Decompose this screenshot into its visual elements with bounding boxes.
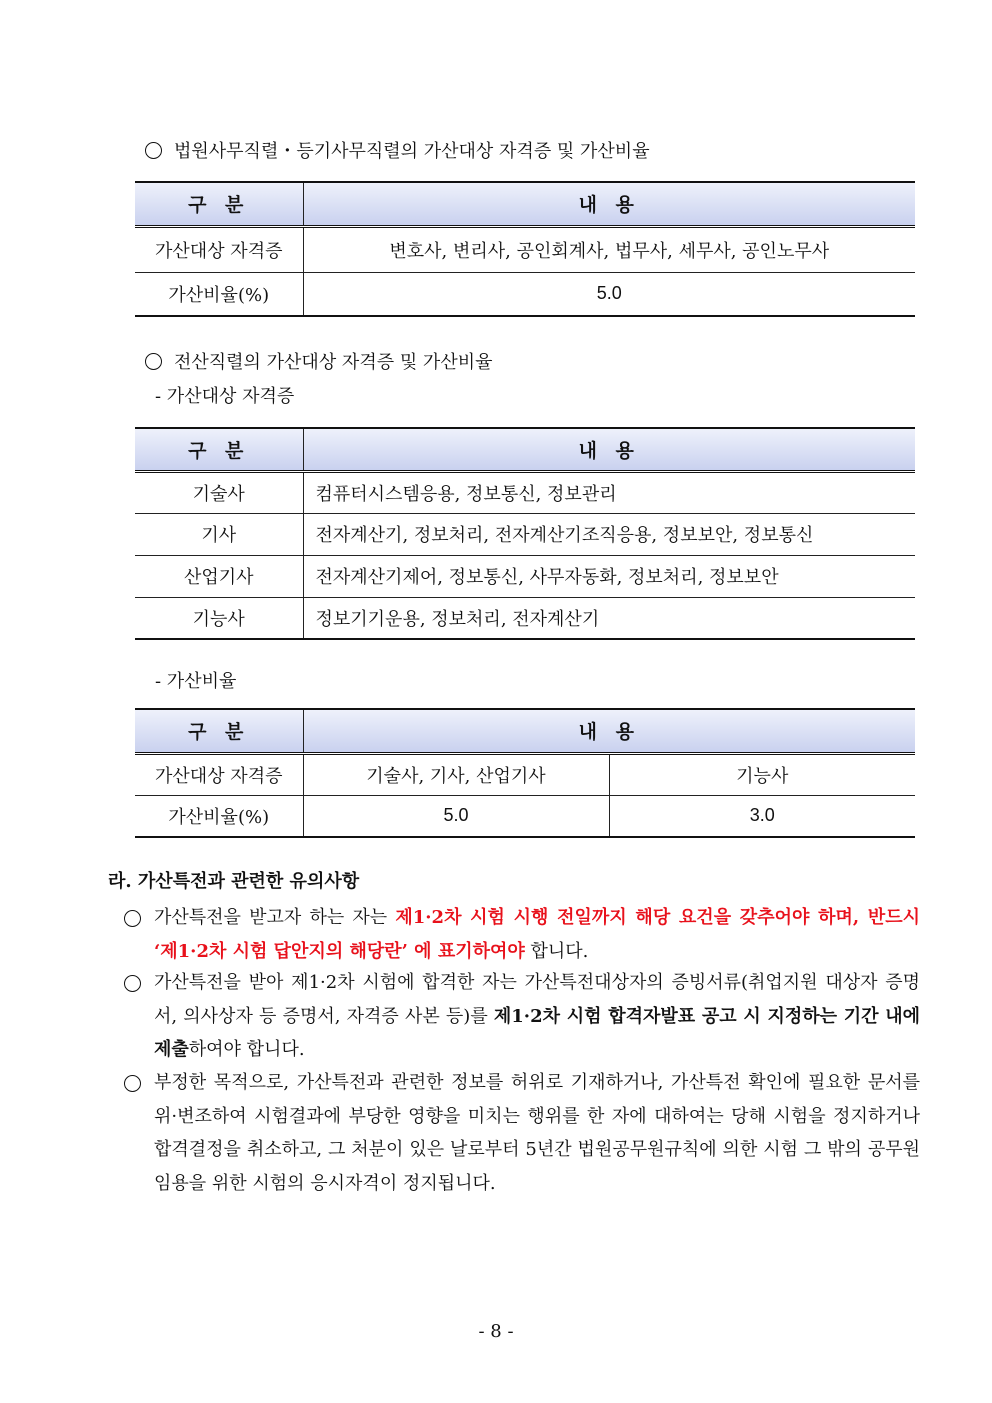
table-header-category: 구 분 [135, 182, 303, 226]
section2-subheading-ratio: - 가산비율 [155, 671, 237, 692]
circle-bullet-icon [124, 975, 141, 992]
section2-heading: 전산직렬의 가산대상 자격증 및 가산비율 [145, 351, 492, 375]
table-row: 가산비율(%) 5.0 3.0 [135, 795, 915, 837]
table-header-category: 구 분 [135, 428, 303, 471]
table-row: 기능사 정보기기운용, 정보처리, 전자계산기 [135, 597, 915, 639]
notes-title: 라. 가산특전과 관련한 유의사항 [108, 871, 360, 892]
circle-bullet-icon [145, 142, 162, 159]
section2-ratio-table [135, 708, 915, 838]
section1-table [135, 181, 915, 317]
note-item: 부정한 목적으로, 가산특전과 관련한 정보를 허위로 기재하거나, 가산특전 확인에 필요한 문서를 위·변조하여 시험결과에 부당한 영향을 미치는 행위를 한 자에 대하여는 당해 시험을 정지하거나 합격결정을 취소하고, 그 처분이 있은 날로부터 5년간 법원공무원규칙에 의한 시험 그 밖의 공무원 임용을 위한 시험의 응시자격이 정지됩니다. [154, 1066, 920, 1200]
section2-cert-table [135, 427, 915, 640]
table-row: 가산비율(%) 5.0 [135, 272, 915, 316]
table-row: 가산대상 자격증 기술사, 기사, 산업기사 기능사 [135, 753, 915, 795]
note-item: 가산특전을 받아 제1·2차 시험에 합격한 자는 가산특전대상자의 증빙서류(취업지원 대상자 증명서, 의사상자 등 증명서, 자격증 사본 등)를 제1·2차 시험 합격자발표 공고 시 지정하는 기간 내에 제출하여야 합니다. [154, 966, 920, 1067]
section1-heading: 법원사무직렬・등기사무직렬의 가산대상 자격증 및 가산비율 [145, 140, 650, 164]
table-row: 기술사 컴퓨터시스템응용, 정보통신, 정보관리 [135, 471, 915, 513]
table-header-content: 내 용 [303, 709, 915, 753]
table-header-content: 내 용 [303, 182, 915, 226]
section2-subheading-cert: - 가산대상 자격증 [155, 386, 295, 407]
table-row: 기사 전자계산기, 정보처리, 전자계산기조직응용, 정보보안, 정보통신 [135, 513, 915, 555]
circle-bullet-icon [145, 353, 162, 370]
note-item: 가산특전을 받고자 하는 자는 제1·2차 시험 시행 전일까지 해당 요건을 갖추어야 하며, 반드시 ‘제1·2차 시험 답안지의 해당란’ 에 표기하여야 합니다. [154, 901, 920, 968]
circle-bullet-icon [124, 1075, 141, 1092]
table-row: 산업기사 전자계산기제어, 정보통신, 사무자동화, 정보처리, 정보보안 [135, 555, 915, 597]
page-number: - 8 - [478, 1321, 514, 1342]
circle-bullet-icon [124, 910, 141, 927]
table-row: 가산대상 자격증 변호사, 변리사, 공인회계사, 법무사, 세무사, 공인노무사 [135, 226, 915, 272]
table-header-content: 내 용 [303, 428, 915, 471]
table-header-category: 구 분 [135, 709, 303, 753]
